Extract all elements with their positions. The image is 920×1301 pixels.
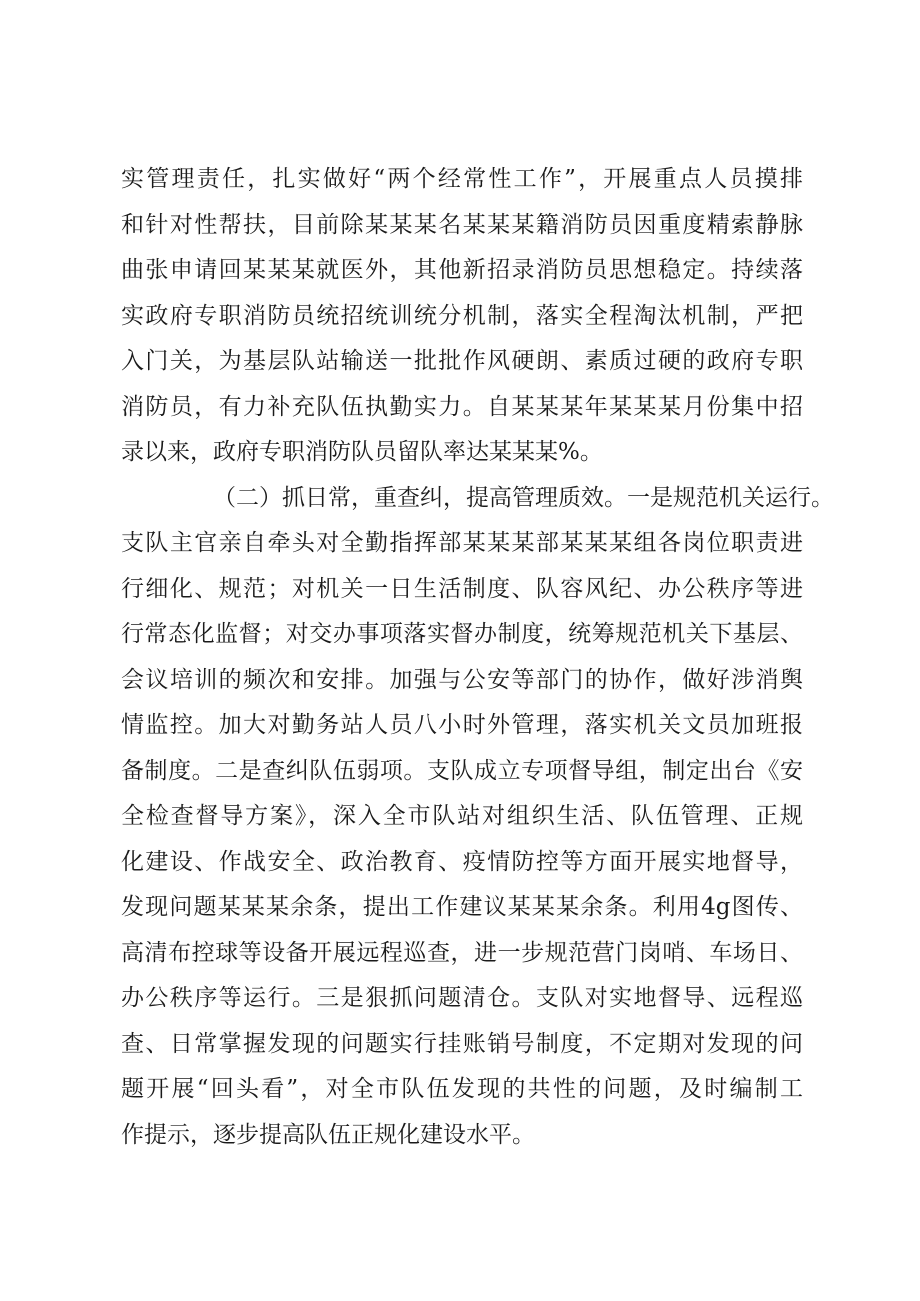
text-line: 化建设、作战安全、政治教育、疫情防控等方面开展实地督导， (121, 848, 803, 875)
text-line: 录以来，政府专职消防队员留队率达某某某%。 (121, 439, 603, 465)
text-line: 支队主官亲自牵头对全勤指挥部某某某部某某某组各岗位职责进 (121, 530, 803, 556)
paragraph-1 (121, 157, 803, 476)
text-line: 实政府专职消防员统招统训统分机制，落实全程淘汰机制，严把 (121, 302, 803, 329)
paragraph-2 (121, 476, 834, 1159)
text-line: 查、日常掌握发现的问题实行挂账销号制度，不定期对发现的问 (121, 1030, 803, 1057)
text-line: 发现问题某某某余条，提出工作建议某某某余条。利用4g图传、 (121, 894, 803, 920)
text-line: 办公秩序等运行。三是狠抓问题清仓。支队对实地督导、远程巡 (121, 985, 803, 1011)
text-line: 曲张申请回某某某就医外，其他新招录消防员思想稳定。持续落 (121, 257, 803, 283)
text-line: 高清布控球等设备开展远程巡查，进一步规范营门岗哨、车场日、 (121, 939, 803, 966)
text-line: 情监控。加大对勤务站人员八小时外管理，落实机关文员加班报 (121, 712, 803, 738)
body-text (121, 157, 834, 1158)
text-line: 行常态化监督；对交办事项落实督办制度，统筹规范机关下基层、 (121, 621, 803, 647)
text-line: 行细化、规范；对机关一日生活制度、队容风纪、办公秩序等进 (121, 575, 803, 602)
text-line: 和针对性帮扶，目前除某某某名某某某籍消防员因重度精索静脉 (121, 211, 803, 238)
text-line: 会议培训的频次和安排。加强与公安等部门的协作，做好涉消舆 (121, 666, 803, 693)
text-line: 入门关，为基层队站输送一批批作风硬朗、素质过硬的政府专职 (121, 348, 803, 374)
text-line: 题开展“回头看”，对全市队伍发现的共性的问题，及时编制工 (121, 1076, 803, 1102)
text-line: 实管理责任，扎实做好“两个经常性工作”，开展重点人员摸排 (121, 166, 803, 192)
text-line: 消防员，有力补充队伍执勤实力。自某某某年某某某月份集中招 (121, 393, 803, 420)
text-line: （二）抓日常，重查纠，提高管理质效。一是规范机关运行。 (213, 484, 834, 511)
text-line: 作提示，逐步提高队伍正规化建设水平。 (121, 1121, 535, 1148)
text-line: 备制度。二是查纠队伍弱项。支队成立专项督导组，制定出台《安 (121, 757, 803, 784)
text-line: 全检查督导方案》，深入全市队站对组织生活、队伍管理、正规 (121, 803, 803, 829)
